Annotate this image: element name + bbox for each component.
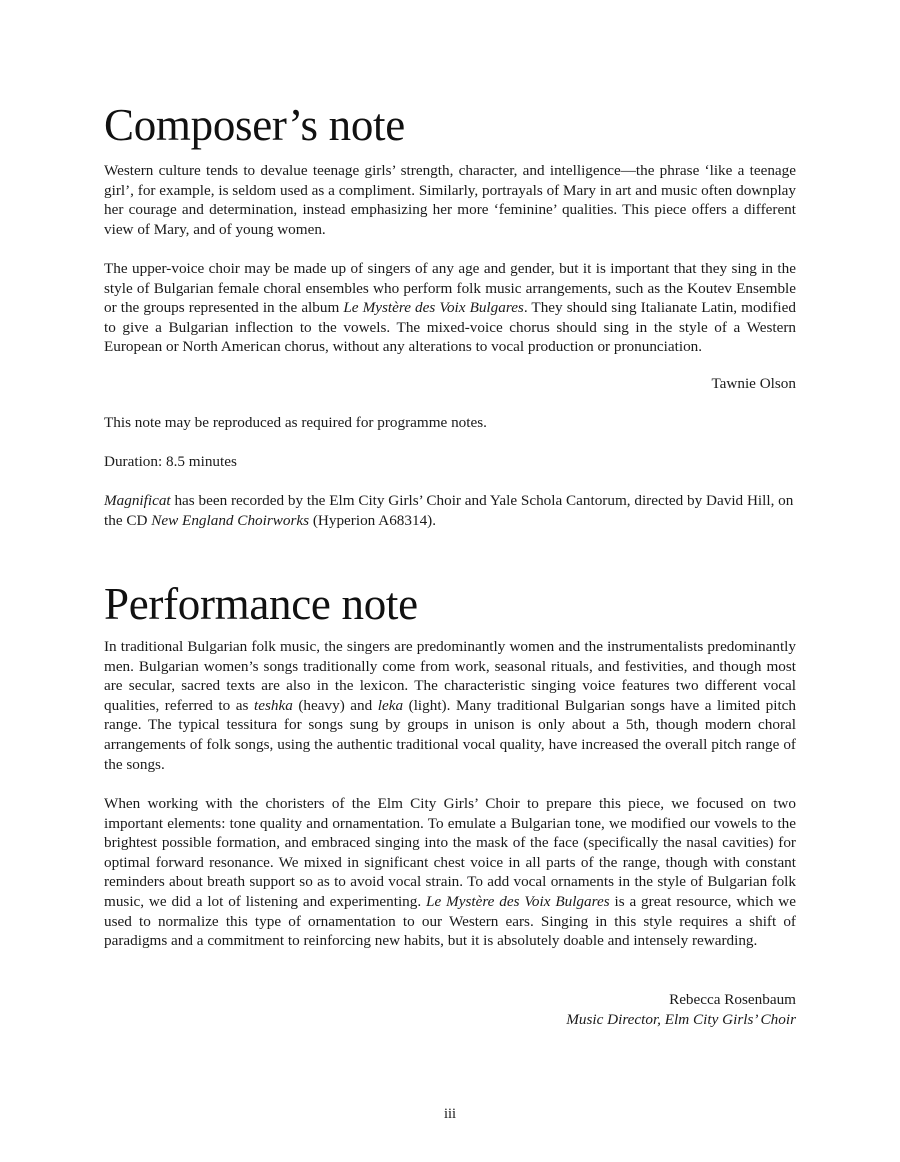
signature-role: Music Director, Elm City Girls’ Choir [566,1010,796,1028]
signature-name: Rebecca Rosenbaum [669,991,796,1008]
reproduction-note: This note may be reproduced as required for programme notes. [104,414,487,431]
term-leka: leka [377,696,404,714]
composers-note-paragraph-2: The upper-voice choir may be made up of singers of any age and gender, but it is important that they sing in the style of Bulgarian female choral ensembles who perform folk music arrangements, such as the Koutev Ensemble or the groups represented in the album Le Mystère des Voix Bulgares. They should sing Italianate Latin, modified to give a Bulgarian inflection to the vowels. The mixed-voice chorus should sing in the style of a Western European or North American chorus, without any alterations to vocal production or pronunciation. [104,260,796,356]
performance-note-heading: Performance note [104,579,418,629]
album-title: Le Mystère des Voix Bulgares [426,892,610,910]
album-title: Le Mystère des Voix Bulgares [343,299,524,317]
duration: Duration: 8.5 minutes [104,453,237,470]
recording-info: Magnificat has been recorded by the Elm City Girls’ Choir and Yale Schola Cantorum, directed by David Hill, on the CD New England Choirworks (Hyperion A68314). [104,492,794,529]
term-teshka: teshka [254,696,293,714]
performance-note-paragraph-2: When working with the choristers of the Elm City Girls’ Choir to prepare this piece, we focused on two important elements: tone quality and ornamentation. To emulate a Bulgarian tone, we modified our vowels to the brightest possible formation, and embraced singing into the mask of the face (specifically the nasal cavities) for optimal forward resonance. We mixed in significant chest voice in all parts of the range, though with constant reminders about breath support so as to avoid vocal strain. To add vocal ornaments in the style of Bulgarian folk music, we did a lot of listening and experimenting. Le Mystère des Voix Bulgares is a great resource, which we used to normalize this type of ornamentation to our Western ears. Singing in this style requires a shift of paradigms and a commitment to reinforcing new habits, but it is absolutely doable and intensely rewarding. [104,795,796,950]
performance-signature [104,990,796,1029]
page-number: iii [443,1106,457,1122]
cd-title: New England Choirworks [151,511,310,529]
composers-note-heading: Composer’s note [104,100,405,150]
work-title: Magnificat [104,492,171,509]
composer-signature: Tawnie Olson [711,375,796,392]
performance-note-paragraph-1: In traditional Bulgarian folk music, the singers are predominantly women and the instrumentalists predominantly men. Bulgarian women’s songs traditionally come from work, seasonal rituals, and festivities, and though most are secular, sacred texts are also in the lexicon. The characteristic singing voice features two different vocal qualities, referred to as teshka (heavy) and leka (light). Many traditional Bulgarian songs have a limited pitch range. The typical tessitura for songs sung by groups in unison is only about a 5th, though modern choral arrangements of folk songs, using the authentic traditional vocal quality, have increased the overall pitch range of the songs. [104,638,796,773]
composers-note-paragraph-1: Western culture tends to devalue teenage girls’ strength, character, and intelligence—the phrase ‘like a teenage girl’, for example, is seldom used as a compliment. Similarly, portrayals of Mary in art and music often downplay her courage and determination, instead emphasizing her more ‘feminine’ qualities. This piece offers a different view of Mary, and of young women. [104,162,796,238]
